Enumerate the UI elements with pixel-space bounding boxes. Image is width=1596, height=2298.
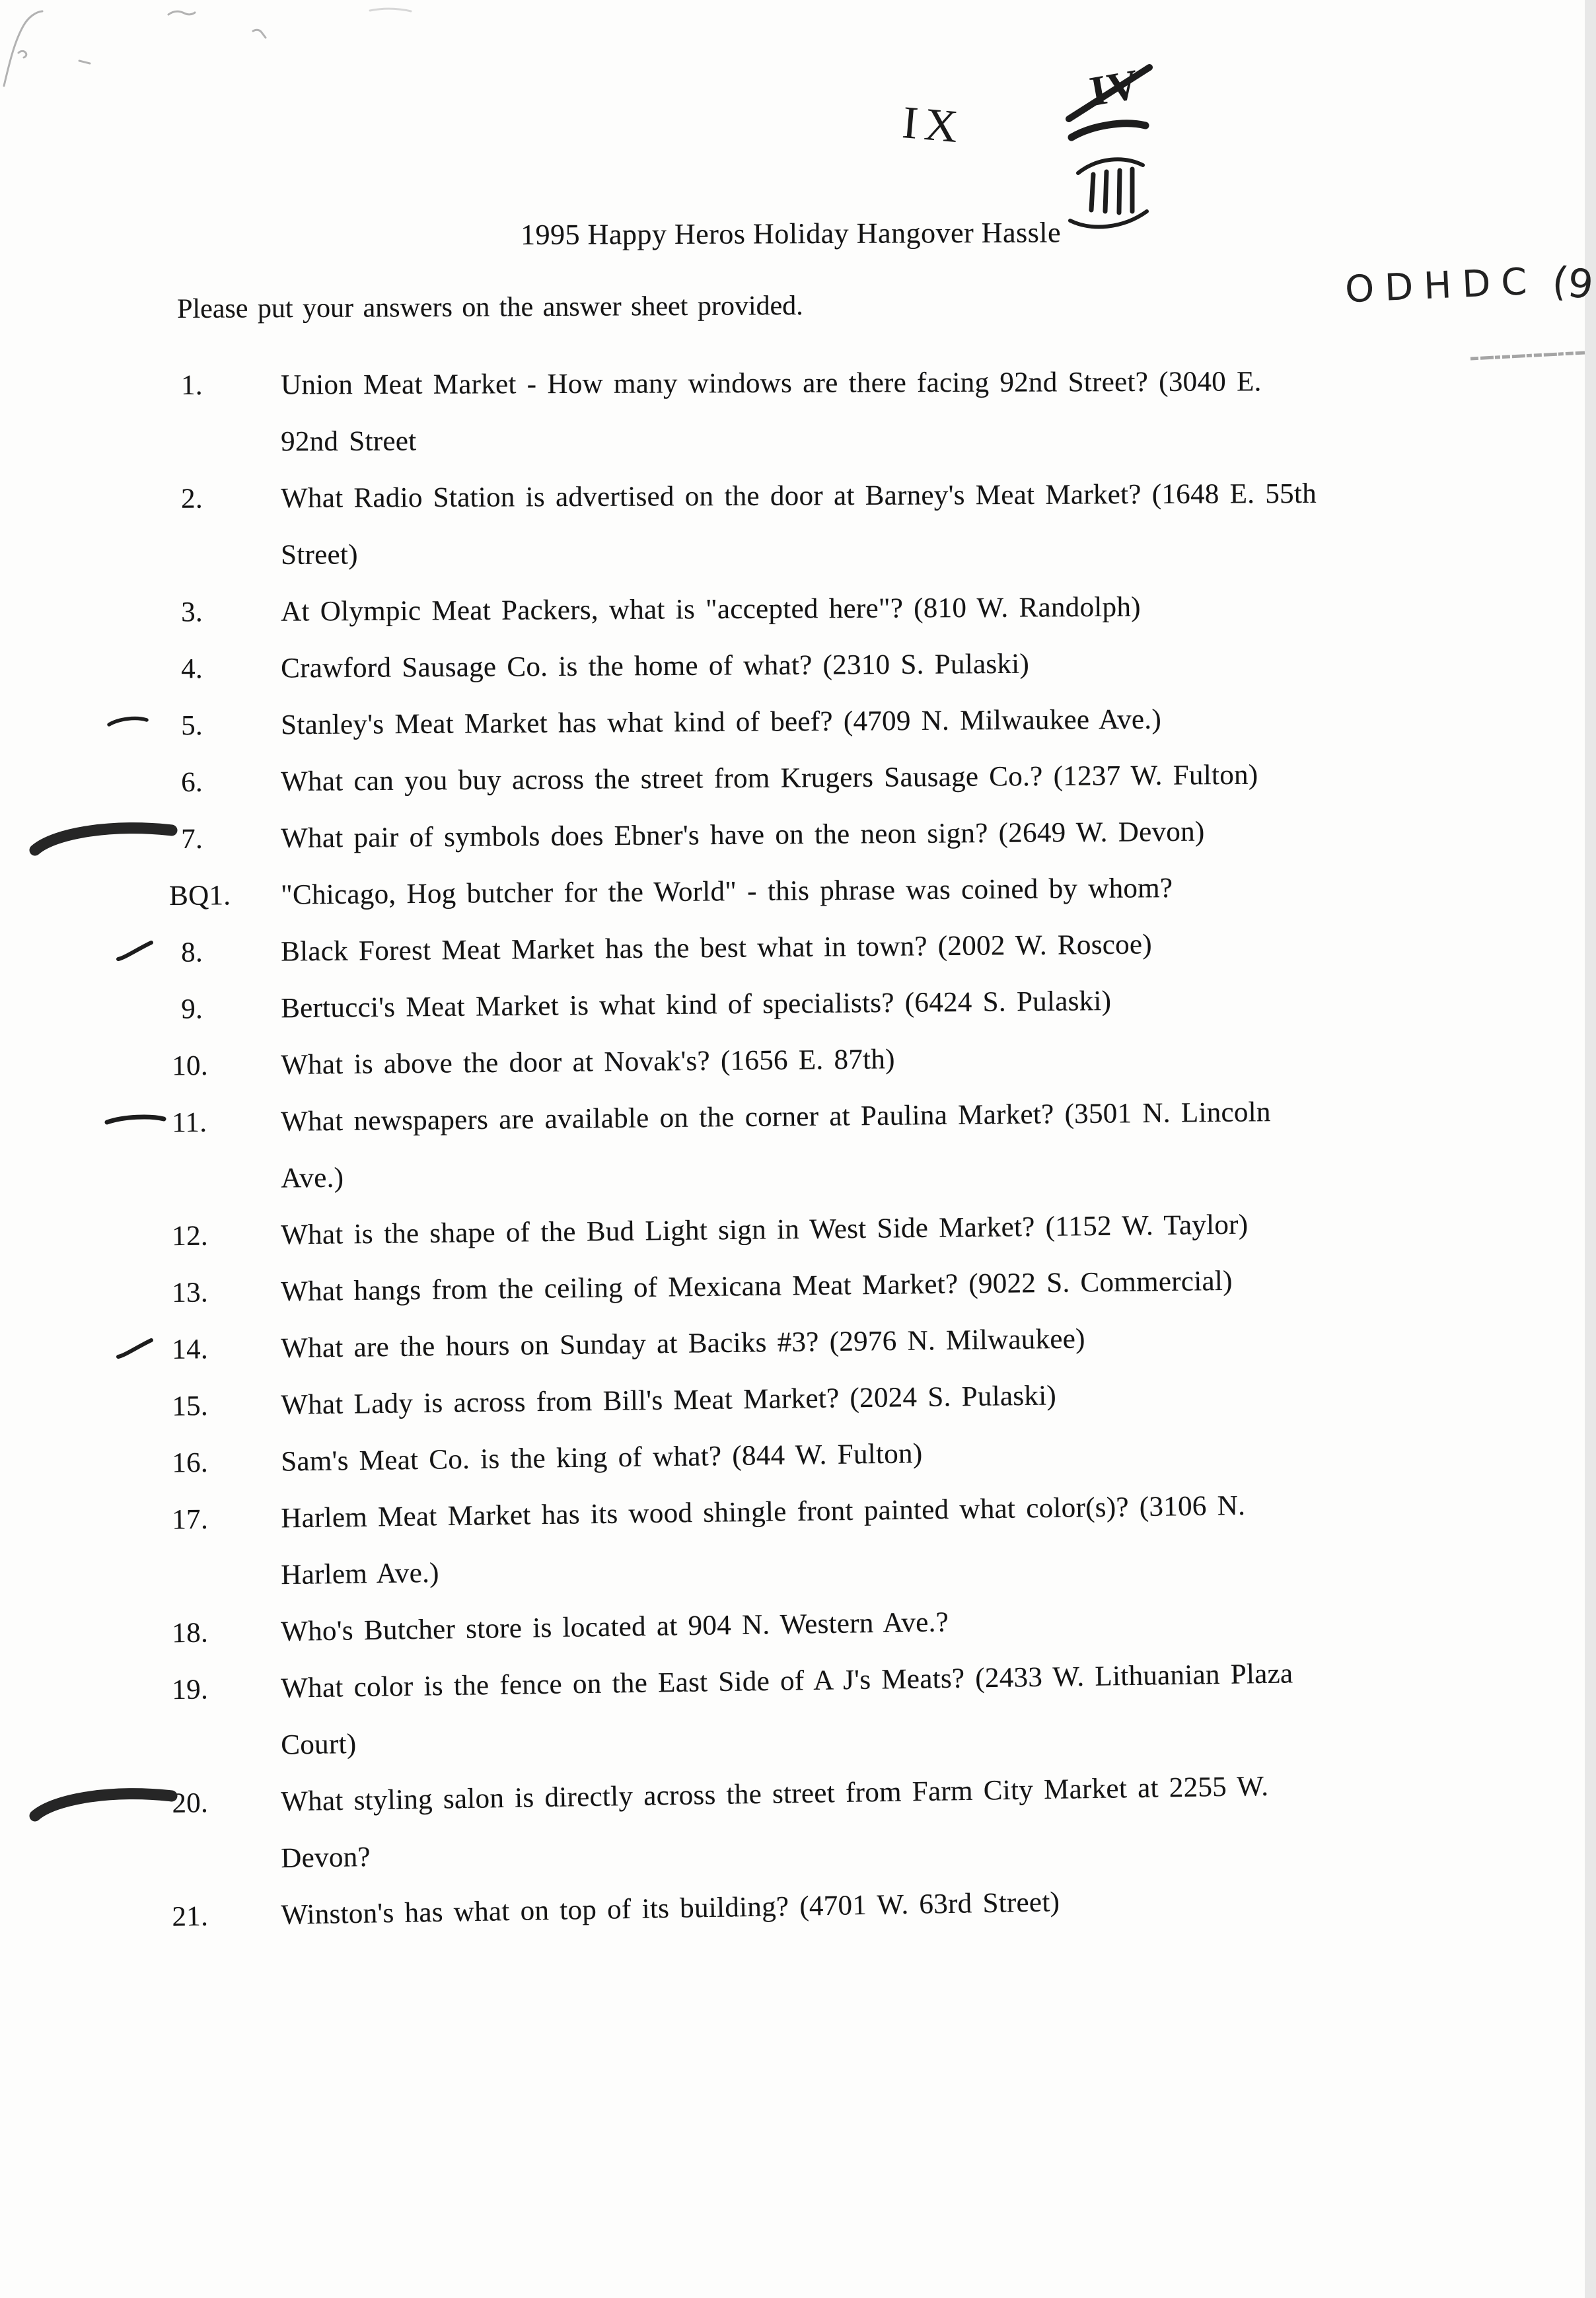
question-line bbox=[0, 701, 1585, 750]
question-text: What are the hours on Sunday at Baciks #3? (2976 N. Milwaukee) bbox=[280, 1323, 1086, 1364]
question-line-continuation bbox=[0, 1709, 1585, 1773]
question-number: 19. bbox=[171, 1674, 209, 1706]
question-text: What newspapers are available on the corner at Paulina Market? (3501 N. Lincoln bbox=[280, 1096, 1271, 1137]
question-number: 12. bbox=[171, 1220, 209, 1252]
question-line bbox=[0, 1205, 1585, 1262]
question-line bbox=[0, 1261, 1585, 1318]
question-line bbox=[0, 1429, 1585, 1489]
question-line bbox=[0, 1485, 1585, 1546]
question-text: What hangs from the ceiling of Mexicana Meat Market? (9022 S. Commercial) bbox=[280, 1265, 1233, 1308]
question-text: What can you buy across the street from Krugers Sausage Co.? (1237 W. Fulton) bbox=[280, 759, 1258, 798]
question-number: 20. bbox=[171, 1787, 209, 1819]
question-number: 11. bbox=[171, 1106, 207, 1139]
question-number: 3. bbox=[181, 596, 203, 628]
question-text: What is above the door at Novak's? (1656 E. 87th) bbox=[280, 1044, 896, 1081]
question-number: 4. bbox=[181, 653, 203, 685]
question-line bbox=[0, 1597, 1585, 1659]
question-text: Sam's Meat Co. is the king of what? (844 W. Fulton) bbox=[280, 1438, 923, 1478]
question-text: What styling salon is directly across the street from Farm City Market at 2255 W. bbox=[280, 1770, 1269, 1818]
question-number: 1. bbox=[181, 369, 203, 402]
question-number: 6. bbox=[181, 766, 203, 799]
question-text: Devon? bbox=[280, 1841, 371, 1875]
question-text: Court) bbox=[280, 1728, 357, 1761]
question-line bbox=[0, 1093, 1585, 1148]
question-line-continuation bbox=[0, 1149, 1585, 1205]
question-text: What is the shape of the Bud Light sign in West Side Market? (1152 W. Taylor) bbox=[280, 1209, 1249, 1251]
question-line bbox=[0, 589, 1585, 637]
question-number: 2. bbox=[181, 483, 203, 515]
question-line bbox=[0, 1317, 1585, 1375]
question-line-continuation bbox=[0, 532, 1585, 580]
scan-smudge bbox=[0, 0, 1585, 396]
handwritten-partial-note: (9 bbox=[1549, 258, 1596, 309]
question-number: 16. bbox=[171, 1447, 209, 1479]
question-line bbox=[0, 1036, 1585, 1091]
question-number: 5. bbox=[181, 710, 203, 742]
question-number: BQ1. bbox=[168, 880, 231, 912]
question-line bbox=[0, 1373, 1585, 1432]
question-text: Ave.) bbox=[280, 1162, 344, 1194]
question-text: Harlem Ave.) bbox=[280, 1557, 440, 1591]
question-number: 17. bbox=[171, 1503, 209, 1536]
question-text: Crawford Sausage Co. is the home of what? (2310 S. Pulaski) bbox=[280, 648, 1030, 684]
instruction-text: Please put your answers on the answer sheet provided. bbox=[177, 291, 803, 324]
question-text: What color is the fence on the East Side of A J's Meats? (2433 W. Lithuanian Plaza bbox=[280, 1658, 1293, 1704]
pencil-squiggles bbox=[0, 0, 462, 165]
question-line bbox=[0, 645, 1585, 694]
question-line bbox=[0, 925, 1585, 978]
question-number: 14. bbox=[171, 1334, 209, 1365]
question-line bbox=[0, 365, 1585, 410]
handwritten-crossed-numeral: IV bbox=[1086, 60, 1143, 115]
question-line bbox=[0, 476, 1585, 523]
question-line bbox=[0, 1653, 1585, 1716]
question-line bbox=[0, 1877, 1585, 1943]
question-text: Bertucci's Meat Market is what kind of specialists? (6424 S. Pulaski) bbox=[280, 986, 1112, 1024]
question-text: What Radio Station is advertised on the door at Barney's Meat Market? (1648 E. 55th bbox=[281, 478, 1317, 515]
question-text: Winston's has what on top of its building? (4701 W. 63rd Street) bbox=[280, 1886, 1060, 1931]
question-line bbox=[0, 1765, 1585, 1830]
question-number: 21. bbox=[171, 1900, 209, 1933]
question-text: Stanley's Meat Market has what kind of beef? (4709 N. Milwaukee Ave.) bbox=[280, 703, 1162, 741]
question-text: "Chicago, Hog butcher for the World" - this phrase was coined by whom? bbox=[280, 873, 1173, 911]
question-line-continuation bbox=[0, 420, 1585, 466]
question-text: What pair of symbols does Ebner's have on the neon sign? (2649 W. Devon) bbox=[280, 816, 1205, 854]
question-number: 13. bbox=[171, 1277, 209, 1309]
question-number: 15. bbox=[171, 1390, 209, 1422]
question-text: Union Meat Market - How many windows are there facing 92nd Street? (3040 E. bbox=[281, 366, 1262, 401]
handwritten-code: ODHDC bbox=[1344, 260, 1539, 312]
handwritten-page-number: IX bbox=[900, 97, 967, 153]
question-line bbox=[0, 869, 1585, 921]
question-line-continuation bbox=[0, 1541, 1585, 1602]
question-line bbox=[0, 981, 1585, 1034]
question-number: 10. bbox=[171, 1050, 209, 1082]
question-text: Who's Butcher store is located at 904 N. Western Ave.? bbox=[280, 1606, 949, 1647]
question-number: 8. bbox=[180, 937, 203, 968]
question-text: At Olympic Meat Packers, what is "accepted here"? (810 W. Randolph) bbox=[280, 591, 1141, 628]
question-line bbox=[0, 756, 1585, 807]
question-text: Harlem Meat Market has its wood shingle front painted what color(s)? (3106 N. bbox=[280, 1490, 1246, 1534]
question-number: 9. bbox=[180, 993, 203, 1025]
question-text: Black Forest Meat Market has the best what in town? (2002 W. Roscoe) bbox=[280, 929, 1153, 968]
question-text: Street) bbox=[280, 539, 358, 571]
question-text: What Lady is across from Bill's Meat Market? (2024 S. Pulaski) bbox=[280, 1380, 1057, 1421]
question-line bbox=[0, 812, 1585, 864]
page-title: 1995 Happy Heros Holiday Hangover Hassle bbox=[521, 216, 1062, 251]
question-number: 7. bbox=[180, 823, 203, 855]
question-text: 92nd Street bbox=[281, 425, 417, 458]
question-number: 18. bbox=[171, 1617, 209, 1649]
question-line-continuation bbox=[0, 1821, 1585, 1886]
